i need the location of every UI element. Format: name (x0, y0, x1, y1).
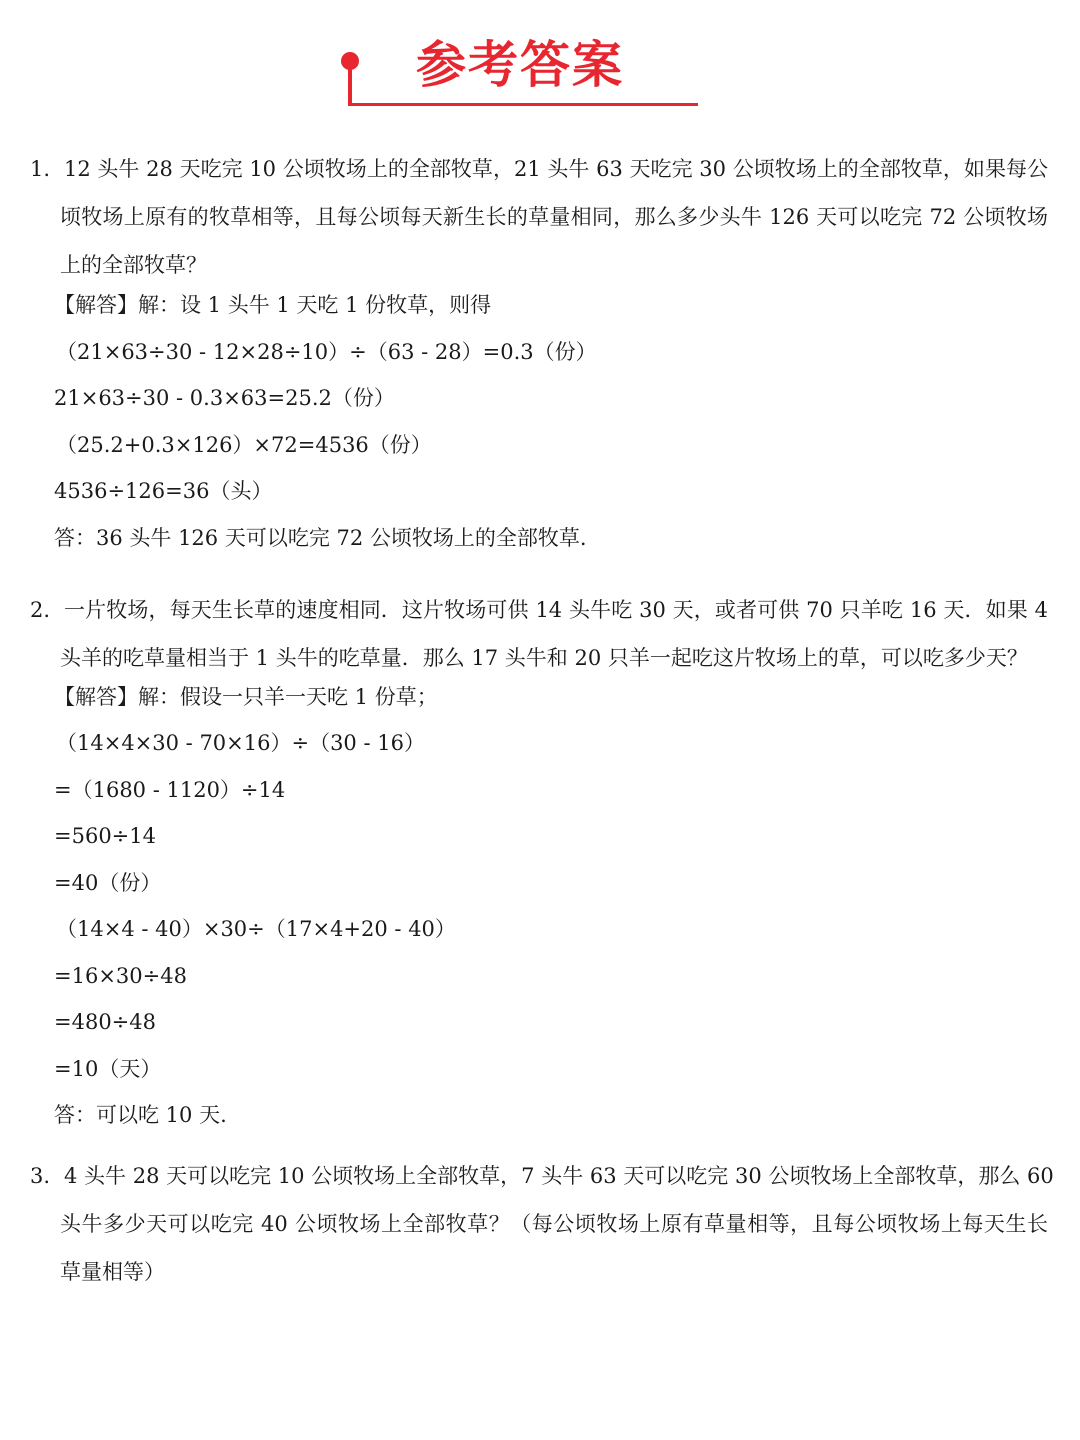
title-underline (348, 103, 698, 106)
solution-line: =（1680 - 1120）÷14 (54, 778, 286, 802)
question-line: 草量相等） (60, 1260, 165, 1284)
solution-line: （25.2+0.3×126）×72=4536（份） (56, 433, 432, 457)
solution-line: 【解答】解：假设一只羊一天吃 1 份草； (54, 685, 438, 709)
solution-line: 4536÷126=36（头） (54, 479, 273, 503)
solution-line: （14×4×30 - 70×16）÷（30 - 16） (56, 731, 425, 755)
page-title: 参考答案 (416, 36, 624, 94)
answer-line: 答：可以吃 10 天. (54, 1103, 227, 1127)
question-line: 一片牧场，每天生长草的速度相同．这片牧场可供 14 头牛吃 30 天，或者可供 70 只羊吃 16 天．如果 4 (64, 598, 1048, 622)
solution-line: （21×63÷30 - 12×28÷10）÷（63 - 28）=0.3（份） (56, 340, 597, 364)
problem-number: 1. (30, 157, 51, 181)
question-line: 4 头牛 28 天可以吃完 10 公顷牧场上全部牧草，7 头牛 63 天可以吃完 30 公顷牧场上全部牧草，那么 60 (64, 1164, 1054, 1188)
answer-line: 答：36 头牛 126 天可以吃完 72 公顷牧场上的全部牧草. (54, 526, 587, 550)
question-line: 头牛多少天可以吃完 40 公顷牧场上全部牧草？（每公顷牧场上原有草量相等，且每公顷牧场上每天生长 (60, 1212, 1048, 1236)
problem-number: 2. (30, 598, 51, 622)
solution-line: =16×30÷48 (54, 964, 187, 988)
question-line: 顷牧场上原有的牧草相等，且每公顷每天新生长的草量相同，那么多少头牛 126 天可以吃完 72 公顷牧场 (60, 205, 1048, 229)
solution-line: 21×63÷30 - 0.3×63=25.2（份） (54, 386, 395, 410)
question-line: 上的全部牧草？ (60, 253, 207, 277)
question-line: 12 头牛 28 天吃完 10 公顷牧场上的全部牧草，21 头牛 63 天吃完 30 公顷牧场上的全部牧草，如果每公 (64, 157, 1048, 181)
solution-line: =40（份） (54, 871, 162, 895)
answer-key-header (0, 0, 1080, 120)
problem-number: 3. (30, 1164, 51, 1188)
solution-line: （14×4 - 40）×30÷（17×4+20 - 40） (56, 917, 456, 941)
solution-line: 【解答】解：设 1 头牛 1 天吃 1 份牧草，则得 (54, 293, 492, 317)
pin-stem-decoration (348, 62, 352, 106)
solution-line: =560÷14 (54, 824, 156, 848)
question-line: 头羊的吃草量相当于 1 头牛的吃草量．那么 17 头牛和 20 只羊一起吃这片牧场上的草，可以吃多少天？ (60, 646, 1028, 670)
solution-line: =10（天） (54, 1057, 162, 1081)
solution-line: =480÷48 (54, 1010, 156, 1034)
